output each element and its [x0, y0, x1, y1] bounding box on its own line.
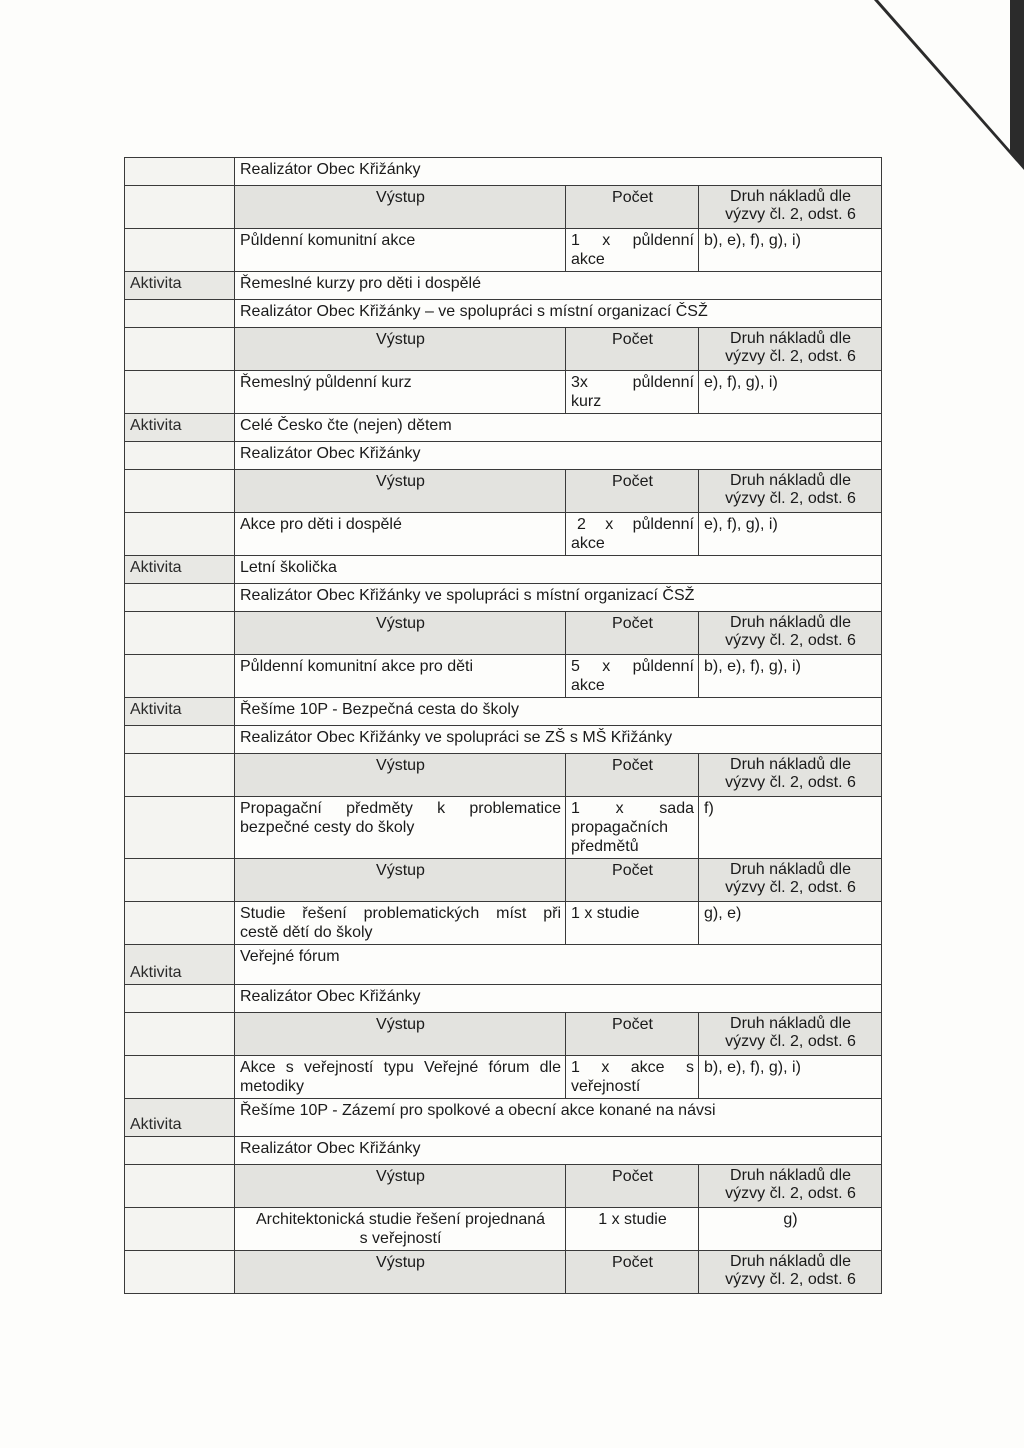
druh-cell: b), e), f), g), i): [699, 655, 882, 698]
header-druh-line2: výzvy čl. 2, odst. 6: [725, 1271, 856, 1288]
output-cell: [235, 1056, 566, 1099]
label-cell-empty: [125, 513, 235, 556]
realizator-cell: Realizátor Obec Křižánky ve spolupráci se ZŠ s MŠ Křižánky: [235, 726, 882, 754]
pocet-cell: [566, 797, 699, 859]
table-row: [125, 726, 882, 754]
output-line2: bezpečné cesty do školy: [240, 819, 415, 836]
pocet-line2: propagačních: [571, 819, 668, 836]
header-druh: [699, 1013, 882, 1056]
realizator-cell: Realizátor Obec Křižánky: [235, 1137, 882, 1165]
label-cell-empty: [125, 985, 235, 1013]
table-row: [125, 1137, 882, 1165]
header-row: [125, 186, 882, 229]
label-cell-empty: [125, 655, 235, 698]
header-druh: [699, 859, 882, 902]
header-vystup: Výstup: [235, 470, 566, 513]
activity-label: Aktivita: [125, 414, 235, 442]
output-line1: Studie řešení problematických míst při: [240, 905, 561, 922]
pocet-line2: akce: [571, 251, 605, 268]
pocet-line1: 2 x půldenní: [577, 516, 694, 533]
output-line2: cestě dětí do školy: [240, 924, 373, 941]
header-druh-line2: výzvy čl. 2, odst. 6: [725, 774, 856, 791]
table-row: [125, 584, 882, 612]
header-row: [125, 612, 882, 655]
label-cell-empty: [125, 1165, 235, 1208]
header-row: [125, 1251, 882, 1294]
pocet-line1: 5 x půldenní: [571, 658, 694, 675]
table-row: [125, 985, 882, 1013]
activity-label: Aktivita: [125, 945, 235, 985]
label-cell-empty: [125, 1056, 235, 1099]
activity-row: [125, 556, 882, 584]
pocet-line2: akce: [571, 535, 605, 552]
header-druh-line2: výzvy čl. 2, odst. 6: [725, 206, 856, 223]
label-cell-empty: [125, 371, 235, 414]
pocet-line1: 1 x sada: [571, 800, 694, 817]
label-cell-empty: [125, 754, 235, 797]
activity-label: Aktivita: [125, 1099, 235, 1137]
druh-cell: g): [699, 1208, 882, 1251]
table-row: [125, 797, 882, 859]
header-vystup: Výstup: [235, 612, 566, 655]
pocet-line2: veřejností: [571, 1078, 641, 1095]
header-druh: [699, 186, 882, 229]
label-cell-empty: [125, 328, 235, 371]
header-vystup: Výstup: [235, 186, 566, 229]
output-cell: Půldenní komunitní akce: [235, 229, 566, 272]
output-line1: Akce s veřejností typu Veřejné fórum dle: [240, 1059, 561, 1076]
header-pocet: Počet: [566, 470, 699, 513]
pocet-cell: [566, 371, 699, 414]
pocet-line1: 3x půldenní: [571, 374, 694, 391]
label-cell-empty: [125, 1013, 235, 1056]
output-cell: Půldenní komunitní akce pro děti: [235, 655, 566, 698]
activity-row: [125, 945, 882, 985]
label-cell-empty: [125, 612, 235, 655]
activity-label: Aktivita: [125, 556, 235, 584]
druh-cell: b), e), f), g), i): [699, 1056, 882, 1099]
header-druh: [699, 1165, 882, 1208]
header-druh-line1: Druh nákladů dle: [730, 614, 851, 631]
pocet-cell: 1 x studie: [566, 1208, 699, 1251]
header-druh-line1: Druh nákladů dle: [730, 1253, 851, 1270]
label-cell-empty: [125, 902, 235, 945]
header-druh-line1: Druh nákladů dle: [730, 756, 851, 773]
pocet-cell: [566, 1056, 699, 1099]
header-pocet: Počet: [566, 1165, 699, 1208]
header-row: [125, 1165, 882, 1208]
activity-name: Celé Česko čte (nejen) dětem: [235, 414, 882, 442]
header-druh: [699, 754, 882, 797]
label-cell-empty: [125, 470, 235, 513]
header-druh: [699, 1251, 882, 1294]
pocet-line1: 1 x půldenní: [571, 232, 694, 249]
header-row: [125, 1013, 882, 1056]
header-druh-line2: výzvy čl. 2, odst. 6: [725, 632, 856, 649]
realizator-cell: Realizátor Obec Křižánky – ve spolupráci s místní organizací ČSŽ: [235, 300, 882, 328]
table-row: [125, 1208, 882, 1251]
output-line2: s veřejností: [359, 1230, 442, 1247]
pocet-line2: akce: [571, 677, 605, 694]
header-vystup: Výstup: [235, 754, 566, 797]
header-pocet: Počet: [566, 186, 699, 229]
label-cell-empty: [125, 229, 235, 272]
label-cell-empty: [125, 1251, 235, 1294]
header-pocet: Počet: [566, 1251, 699, 1294]
table-row: [125, 655, 882, 698]
table-row: [125, 158, 882, 186]
header-druh: [699, 470, 882, 513]
header-pocet: Počet: [566, 1013, 699, 1056]
pocet-cell: [566, 513, 699, 556]
header-pocet: Počet: [566, 612, 699, 655]
output-cell: Akce pro děti i dospělé: [235, 513, 566, 556]
label-cell-empty: [125, 726, 235, 754]
output-line2: metodiky: [240, 1078, 305, 1095]
scan-corner-paper: [878, 0, 1010, 150]
header-vystup: Výstup: [235, 1013, 566, 1056]
header-pocet: Počet: [566, 859, 699, 902]
pocet-line3: předmětů: [571, 838, 639, 855]
druh-cell: e), f), g), i): [699, 513, 882, 556]
label-cell-empty: [125, 158, 235, 186]
table-row: [125, 513, 882, 556]
realizator-cell: Realizátor Obec Křižánky ve spolupráci s místní organizací ČSŽ: [235, 584, 882, 612]
header-row: [125, 859, 882, 902]
header-druh-line2: výzvy čl. 2, odst. 6: [725, 490, 856, 507]
label-cell-empty: [125, 859, 235, 902]
activity-name: Řemeslné kurzy pro děti i dospělé: [235, 272, 882, 300]
activities-table: [124, 157, 882, 1294]
header-vystup: Výstup: [235, 859, 566, 902]
header-row: [125, 754, 882, 797]
druh-cell: g), e): [699, 902, 882, 945]
output-cell: [235, 902, 566, 945]
header-vystup: Výstup: [235, 1251, 566, 1294]
header-druh-line2: výzvy čl. 2, odst. 6: [725, 1185, 856, 1202]
activity-name: Řešíme 10P - Bezpečná cesta do školy: [235, 698, 882, 726]
activity-row: [125, 698, 882, 726]
header-row: [125, 470, 882, 513]
header-druh-line1: Druh nákladů dle: [730, 1167, 851, 1184]
header-pocet: Počet: [566, 754, 699, 797]
table-row: [125, 1056, 882, 1099]
realizator-cell: Realizátor Obec Křižánky: [235, 442, 882, 470]
header-druh-line2: výzvy čl. 2, odst. 6: [725, 1033, 856, 1050]
pocet-cell: [566, 229, 699, 272]
activity-row: [125, 414, 882, 442]
label-cell-empty: [125, 186, 235, 229]
table-row: [125, 442, 882, 470]
label-cell-empty: [125, 300, 235, 328]
activity-name: Letní školička: [235, 556, 882, 584]
header-pocet: Počet: [566, 328, 699, 371]
druh-cell: e), f), g), i): [699, 371, 882, 414]
realizator-cell: Realizátor Obec Křižánky: [235, 158, 882, 186]
activity-row: [125, 272, 882, 300]
pocet-cell: [566, 655, 699, 698]
label-cell-empty: [125, 1208, 235, 1251]
activity-label: Aktivita: [125, 698, 235, 726]
header-row: [125, 328, 882, 371]
activity-name: Veřejné fórum: [235, 945, 882, 985]
header-druh: [699, 328, 882, 371]
pocet-line1: 1 x akce s: [571, 1059, 694, 1076]
output-cell: [235, 1208, 566, 1251]
label-cell-empty: [125, 584, 235, 612]
header-druh-line2: výzvy čl. 2, odst. 6: [725, 348, 856, 365]
table-row: [125, 902, 882, 945]
header-vystup: Výstup: [235, 1165, 566, 1208]
table-row: [125, 229, 882, 272]
header-druh-line1: Druh nákladů dle: [730, 861, 851, 878]
output-line1: Architektonická studie řešení projednaná: [255, 1211, 546, 1228]
pocet-cell: 1 x studie: [566, 902, 699, 945]
druh-cell: f): [699, 797, 882, 859]
header-druh-line1: Druh nákladů dle: [730, 1015, 851, 1032]
header-druh: [699, 612, 882, 655]
header-druh-line2: výzvy čl. 2, odst. 6: [725, 879, 856, 896]
activity-label: Aktivita: [125, 272, 235, 300]
label-cell-empty: [125, 442, 235, 470]
table-row: [125, 300, 882, 328]
header-vystup: Výstup: [235, 328, 566, 371]
label-cell-empty: [125, 797, 235, 859]
output-line1: Propagační předměty k problematice: [240, 800, 561, 817]
label-cell-empty: [125, 1137, 235, 1165]
realizator-cell: Realizátor Obec Křižánky: [235, 985, 882, 1013]
pocet-line2: kurz: [571, 393, 602, 410]
activity-name: Řešíme 10P - Zázemí pro spolkové a obecní akce konané na návsi: [235, 1099, 882, 1137]
header-druh-line1: Druh nákladů dle: [730, 330, 851, 347]
druh-cell: b), e), f), g), i): [699, 229, 882, 272]
table-row: [125, 371, 882, 414]
activity-row: [125, 1099, 882, 1137]
output-cell: Řemeslný půldenní kurz: [235, 371, 566, 414]
header-druh-line1: Druh nákladů dle: [730, 188, 851, 205]
header-druh-line1: Druh nákladů dle: [730, 472, 851, 489]
output-cell: [235, 797, 566, 859]
